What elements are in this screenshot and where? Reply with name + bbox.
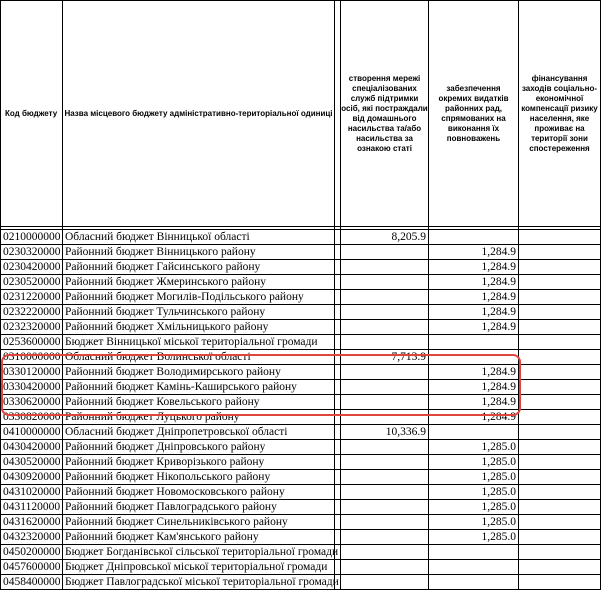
table-row — [1, 560, 601, 575]
cell-col-d — [519, 425, 601, 440]
cell-col-d — [519, 260, 601, 275]
cell-col-c — [429, 560, 519, 575]
cell-code: 0431120000 — [1, 500, 63, 515]
cell-name: Бюджет Вінницької міської територіальної громади — [63, 335, 335, 350]
cell-col-b — [341, 500, 429, 515]
cell-code: 0432320000 — [1, 530, 63, 545]
cell-code: 0230320000 — [1, 245, 63, 260]
table-row — [1, 440, 601, 455]
table-row — [1, 305, 601, 320]
cell-code: 0430420000 — [1, 440, 63, 455]
cell-name: Бюджет Богданівської сільської територіальної громади — [63, 545, 335, 560]
cell-code: 0210000000 — [1, 230, 63, 245]
cell-name: Районний бюджет Луцького району — [63, 410, 335, 425]
cell-code: 0431620000 — [1, 515, 63, 530]
cell-code: 0231220000 — [1, 290, 63, 305]
cell-name: Районний бюджет Хмільницького району — [63, 320, 335, 335]
cell-code: 0457600000 — [1, 560, 63, 575]
table-row — [1, 275, 601, 290]
cell-name: Районний бюджет Могилів-Подільського району — [63, 290, 335, 305]
cell-code: 0330620000 — [1, 395, 63, 410]
cell-col-c — [429, 545, 519, 560]
cell-code: 0253600000 — [1, 335, 63, 350]
cell-col-c: 1,284.9 — [429, 410, 519, 425]
cell-code: 0330120000 — [1, 365, 63, 380]
cell-code: 0230520000 — [1, 275, 63, 290]
cell-col-d — [519, 365, 601, 380]
table-row — [1, 320, 601, 335]
table-row — [1, 530, 601, 545]
cell-col-c — [429, 230, 519, 245]
cell-col-b — [341, 335, 429, 350]
cell-col-c: 1,284.9 — [429, 275, 519, 290]
cell-name: Районний бюджет Павлоградського району — [63, 500, 335, 515]
cell-col-b — [341, 320, 429, 335]
cell-name: Районний бюджет Камінь-Каширського району — [63, 380, 335, 395]
cell-col-d — [519, 470, 601, 485]
cell-col-b — [341, 515, 429, 530]
cell-col-c: 1,285.0 — [429, 455, 519, 470]
cell-col-c: 1,285.0 — [429, 440, 519, 455]
cell-col-d — [519, 440, 601, 455]
table-row — [1, 365, 601, 380]
cell-name: Районний бюджет Криворізького району — [63, 455, 335, 470]
cell-col-d — [519, 500, 601, 515]
table-body — [1, 230, 601, 590]
cell-col-d — [519, 530, 601, 545]
cell-code: 0330420000 — [1, 380, 63, 395]
table-row — [1, 455, 601, 470]
cell-col-b — [341, 275, 429, 290]
header-row — [1, 1, 601, 227]
cell-col-c: 1,285.0 — [429, 530, 519, 545]
cell-col-d — [519, 275, 601, 290]
cell-col-b — [341, 305, 429, 320]
cell-name: Районний бюджет Володимирського району — [63, 365, 335, 380]
cell-code: 0458400000 — [1, 575, 63, 590]
cell-name: Районний бюджет Дніпровського району — [63, 440, 335, 455]
cell-col-d — [519, 230, 601, 245]
cell-col-d — [519, 320, 601, 335]
cell-name: Районний бюджет Новомосковського району — [63, 485, 335, 500]
cell-code: 0431020000 — [1, 485, 63, 500]
cell-col-c: 1,285.0 — [429, 500, 519, 515]
cell-name: Обласний бюджет Волинської області — [63, 350, 335, 365]
cell-col-d — [519, 395, 601, 410]
cell-col-b — [341, 575, 429, 590]
table-row — [1, 260, 601, 275]
cell-col-d — [519, 245, 601, 260]
cell-col-b: 10,336.9 — [341, 425, 429, 440]
cell-name: Районний бюджет Тульчинського району — [63, 305, 335, 320]
table-row — [1, 350, 601, 365]
cell-col-c: 1,284.9 — [429, 380, 519, 395]
table-row — [1, 230, 601, 245]
cell-col-c: 1,284.9 — [429, 305, 519, 320]
cell-col-b — [341, 560, 429, 575]
table-row — [1, 470, 601, 485]
cell-col-c — [429, 335, 519, 350]
table-row — [1, 485, 601, 500]
cell-col-c — [429, 425, 519, 440]
cell-col-b — [341, 470, 429, 485]
cell-name: Обласний бюджет Вінницької області — [63, 230, 335, 245]
cell-name: Районний бюджет Вінницького району — [63, 245, 335, 260]
cell-col-b — [341, 440, 429, 455]
cell-name: Бюджет Дніпровської міської територіальної громади — [63, 560, 335, 575]
cell-name: Районний бюджет Кам'янського району — [63, 530, 335, 545]
cell-code: 0232320000 — [1, 320, 63, 335]
cell-col-d — [519, 410, 601, 425]
cell-col-b — [341, 365, 429, 380]
cell-name: Районний бюджет Синельниківського району — [63, 515, 335, 530]
cell-col-d — [519, 560, 601, 575]
cell-col-c — [429, 350, 519, 365]
cell-col-c: 1,284.9 — [429, 245, 519, 260]
header-code: Код бюджету — [1, 1, 63, 227]
table-row — [1, 245, 601, 260]
cell-col-c: 1,284.9 — [429, 290, 519, 305]
cell-col-b — [341, 485, 429, 500]
cell-name: Районний бюджет Нікопольського району — [63, 470, 335, 485]
table-row — [1, 335, 601, 350]
cell-code: 0310000000 — [1, 350, 63, 365]
cell-col-d — [519, 290, 601, 305]
cell-col-b — [341, 545, 429, 560]
cell-col-b — [341, 395, 429, 410]
cell-col-b — [341, 530, 429, 545]
table-row — [1, 395, 601, 410]
cell-col-d — [519, 485, 601, 500]
cell-name: Бюджет Павлоградської міської територіальної громади — [63, 575, 335, 590]
cell-col-d — [519, 455, 601, 470]
cell-col-b: 7,713.9 — [341, 350, 429, 365]
cell-col-c — [429, 575, 519, 590]
header-col-b: створення мережі спеціалізованих служб підтримки осіб, які постраждали від домашнього насильства та/або насильства за ознакою статі — [341, 1, 429, 227]
table-row — [1, 500, 601, 515]
cell-name: Районний бюджет Гайсинського району — [63, 260, 335, 275]
cell-col-b — [341, 410, 429, 425]
table-row — [1, 545, 601, 560]
table-row — [1, 410, 601, 425]
cell-col-b — [341, 260, 429, 275]
cell-col-c: 1,285.0 — [429, 470, 519, 485]
cell-col-c: 1,284.9 — [429, 365, 519, 380]
cell-col-d — [519, 335, 601, 350]
table-row — [1, 380, 601, 395]
cell-col-b — [341, 245, 429, 260]
cell-col-d — [519, 350, 601, 365]
table-row — [1, 425, 601, 440]
cell-code: 0430920000 — [1, 470, 63, 485]
cell-col-b: 8,205.9 — [341, 230, 429, 245]
cell-col-c: 1,284.9 — [429, 395, 519, 410]
cell-col-b — [341, 455, 429, 470]
cell-code: 0430520000 — [1, 455, 63, 470]
cell-col-c: 1,285.0 — [429, 515, 519, 530]
table-row — [1, 290, 601, 305]
cell-code: 0232220000 — [1, 305, 63, 320]
cell-col-d — [519, 380, 601, 395]
cell-col-c: 1,284.9 — [429, 260, 519, 275]
table-row — [1, 575, 601, 590]
cell-col-d — [519, 545, 601, 560]
cell-name: Районний бюджет Ковельського району — [63, 395, 335, 410]
cell-col-d — [519, 305, 601, 320]
header-col-d: фінансування заходів соціально-економічної компенсації ризику населення, яке проживає на території зони спостереження — [519, 1, 601, 227]
cell-name: Районний бюджет Жмеринського району — [63, 275, 335, 290]
cell-col-d — [519, 515, 601, 530]
cell-code: 0450200000 — [1, 545, 63, 560]
cell-code: 0410000000 — [1, 425, 63, 440]
cell-col-b — [341, 380, 429, 395]
cell-code: 0230420000 — [1, 260, 63, 275]
cell-col-b — [341, 290, 429, 305]
cell-col-d — [519, 575, 601, 590]
cell-code: 0330820000 — [1, 410, 63, 425]
table-row — [1, 515, 601, 530]
header-name: Назва місцевого бюджету адміністративно-територіальної одиниці — [63, 1, 335, 227]
cell-col-c: 1,285.0 — [429, 485, 519, 500]
header-col-c: забезпечення окремих видатків районних рад, спрямованих на виконання їх повноважень — [429, 1, 519, 227]
cell-col-c: 1,284.9 — [429, 320, 519, 335]
cell-name: Обласний бюджет Дніпропетровської області — [63, 425, 335, 440]
